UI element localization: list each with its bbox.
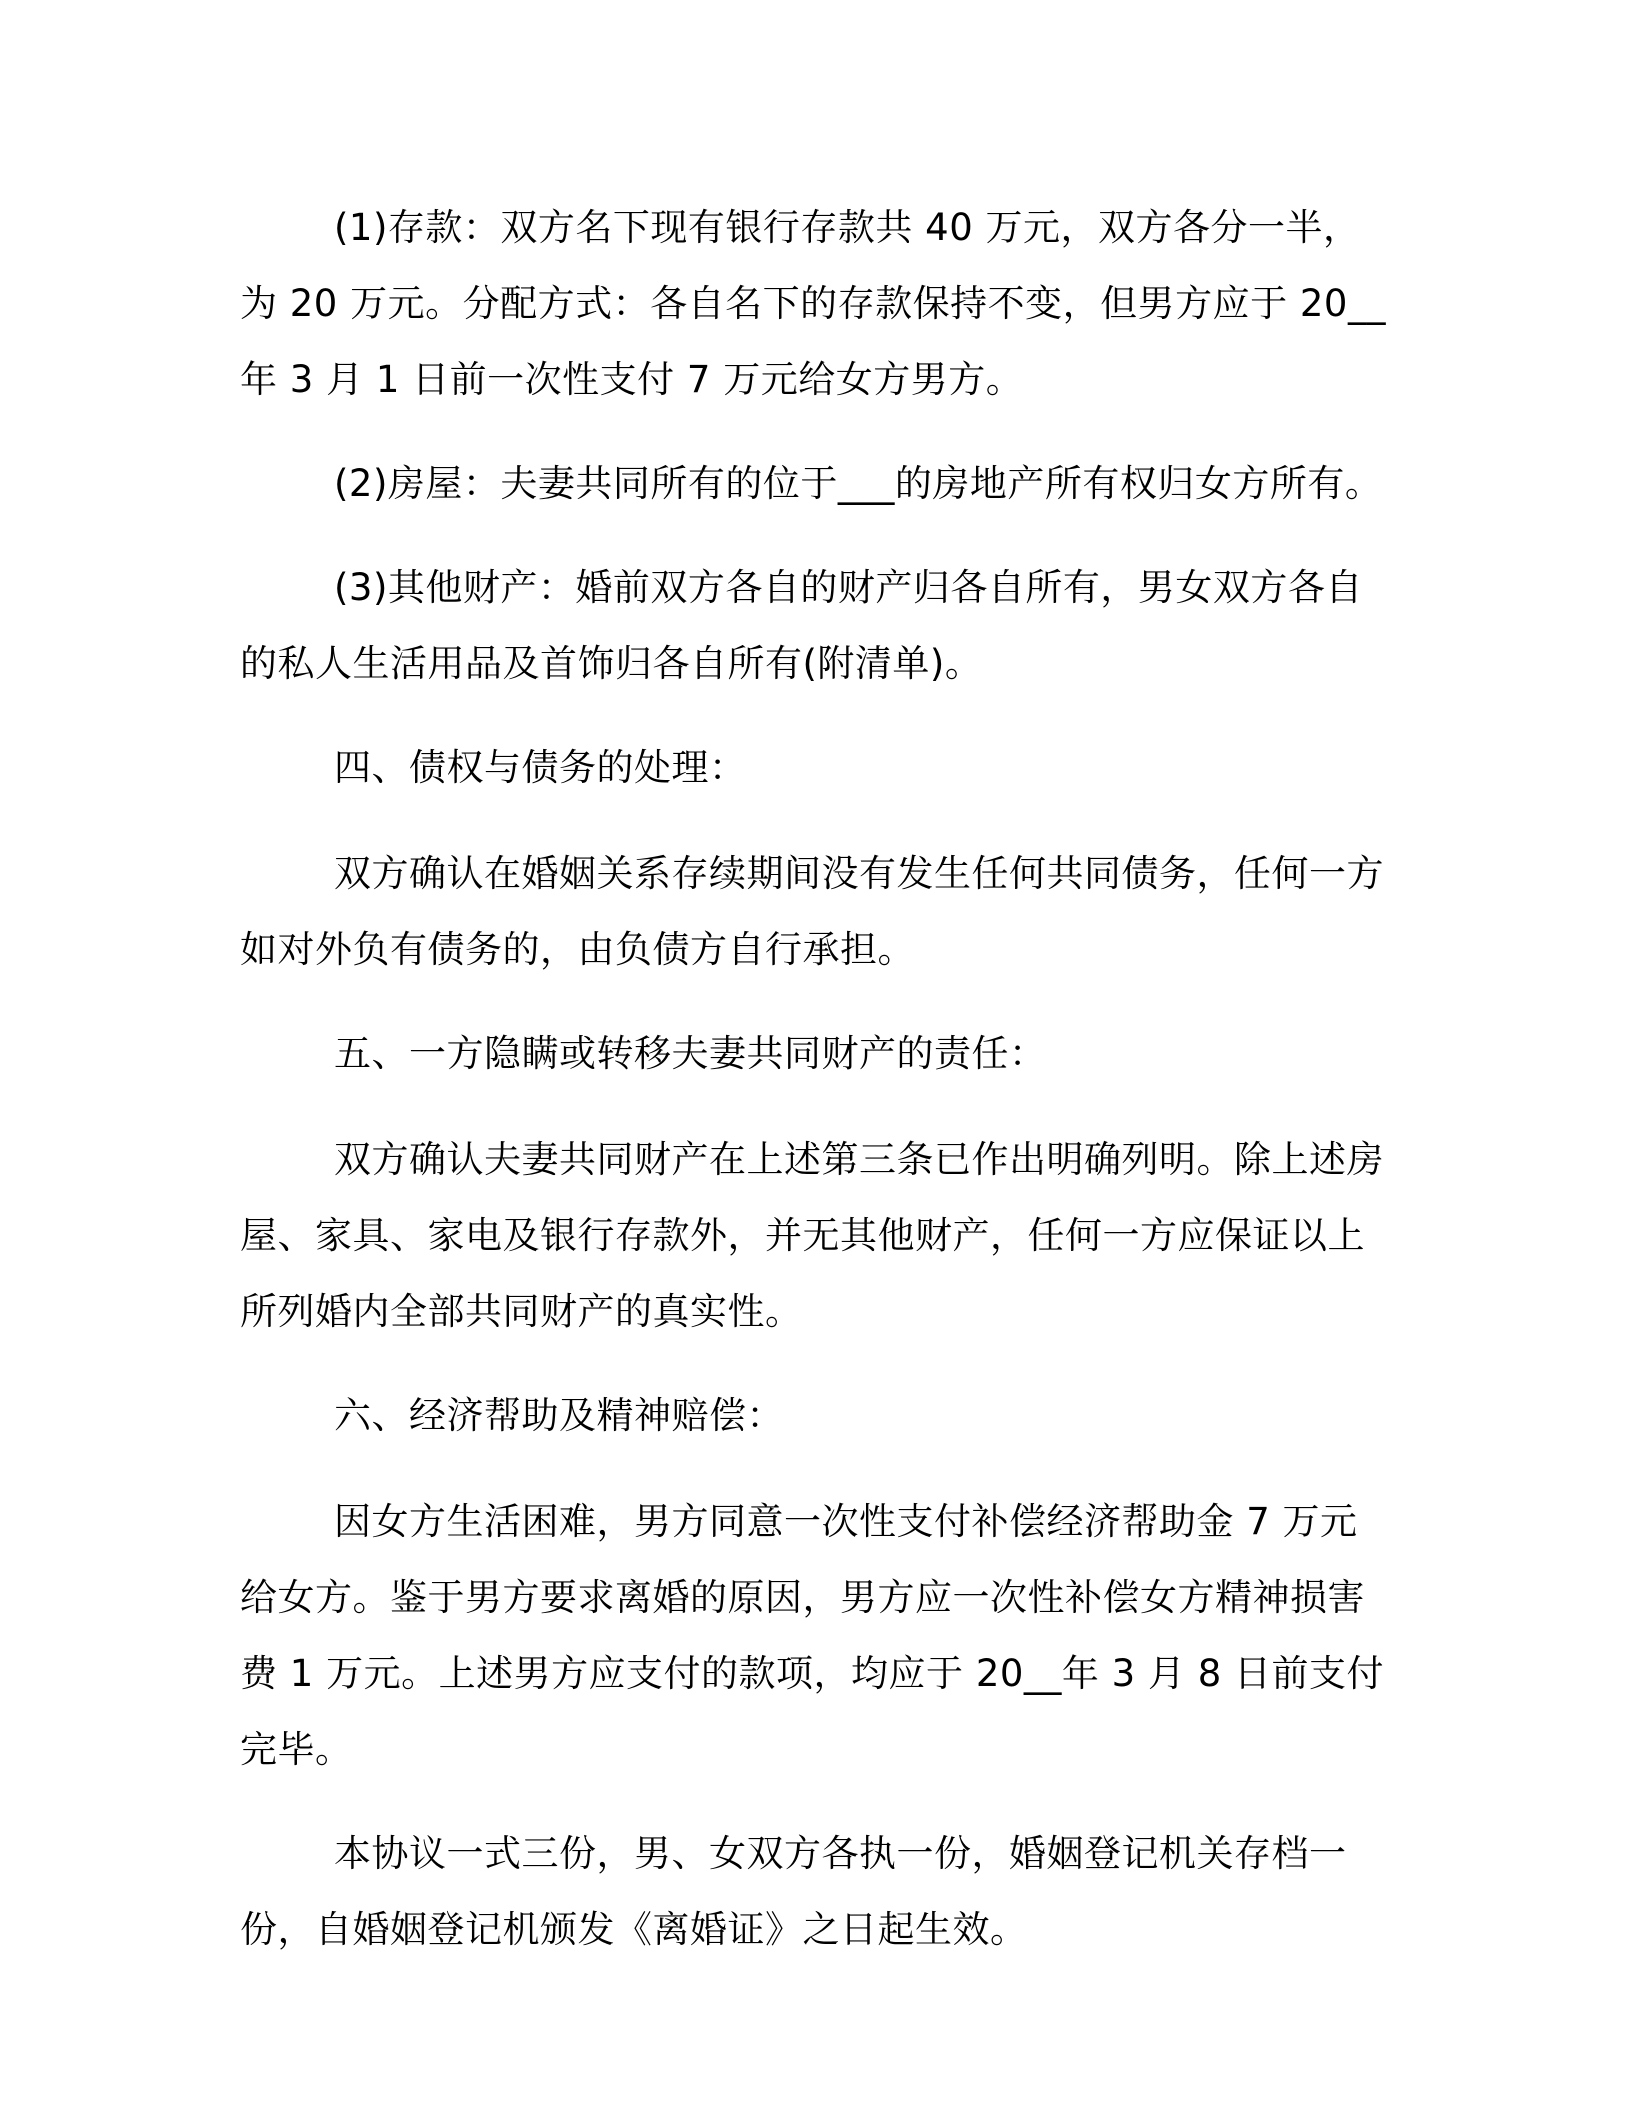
paragraph-savings: (1)存款：双方名下现有银行存款共 40 万元，双方各分一半，为 20 万元。分配方式：各自名下的存款保持不变，但男方应于 20__年 3 月 1 日前一次性支付 7 万元给女方男方。: [240, 206, 1386, 401]
paragraph-concealment: 双方确认夫妻共同财产在上述第三条已作出明确列明。除上述房屋、家具、家电及银行存款外，并无其他财产，任何一方应保证以上所列婚内全部共同财产的真实性。: [240, 1138, 1384, 1333]
paragraph-effectiveness: 本协议一式三份，男、女双方各执一份，婚姻登记机关存档一份，自婚姻登记机颁发《离婚证》之日起生效。: [240, 1832, 1347, 1951]
paragraph-compensation: 因女方生活困难，男方同意一次性支付补偿经济帮助金 7 万元给女方。鉴于男方要求离婚的原因，男方应一次性补偿女方精神损害费 1 万元。上述男方应支付的款项，均应于 20__年 3 月 8 日前支付完毕。: [240, 1500, 1385, 1771]
heading-concealment: 五、一方隐瞒或转移夫妻共同财产的责任：: [334, 1032, 1047, 1075]
paragraph-other-property: (3)其他财产：婚前双方各自的财产归各自所有，男女双方各自的私人生活用品及首饰归各自所有(附清单)。: [240, 566, 1363, 685]
heading-compensation: 六、经济帮助及精神赔偿：: [334, 1394, 784, 1437]
document-body: [240, 190, 1390, 1968]
paragraph-debts: 双方确认在婚姻关系存续期间没有发生任何共同债务，任何一方如对外负有债务的，由负债方自行承担。: [240, 852, 1384, 971]
heading-debts: 四、债权与债务的处理：: [334, 746, 747, 789]
paragraph-house: (2)房屋：夫妻共同所有的位于___的房地产所有权归女方所有。: [334, 462, 1383, 505]
